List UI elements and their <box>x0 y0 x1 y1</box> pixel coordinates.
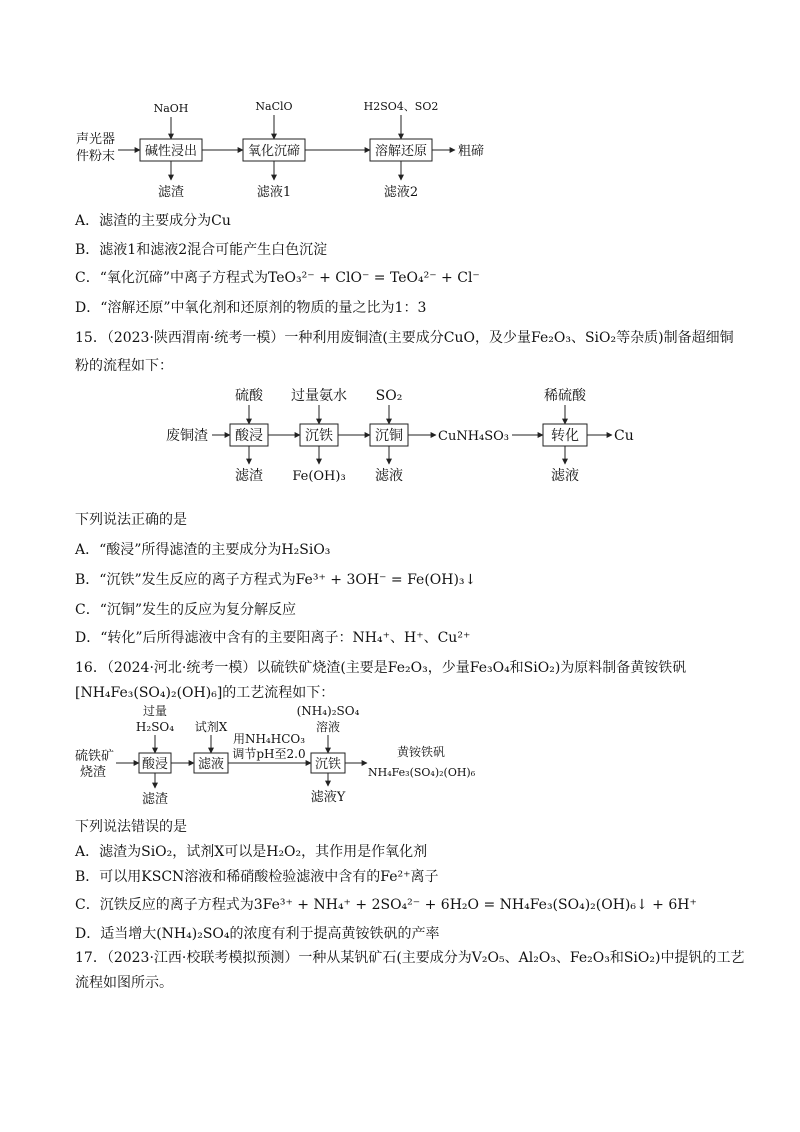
q15-option-a: A．“酸浸”所得滤渣的主要成分为H₂SiO₃ <box>75 542 331 558</box>
q15-mid-product: CuNH₄SO₃ <box>438 429 510 444</box>
q16-output-residue: 滤渣 <box>141 792 169 807</box>
q15-option-b: B．“沉铁”发生反应的离子方程式为Fe³⁺ + 3OH⁻ = Fe(OH)₃↓ <box>75 572 477 588</box>
q16-stem-line1: 16．（2024·河北·统考一模）以硫铁矿烧渣(主要是Fe₂O₃，少量Fe₃O₄和SiO₂)为原料制备黄铵铁矾 <box>75 660 687 676</box>
q15-box2-label: 沉铁 <box>305 428 333 444</box>
q14-reagent-naclo: NaClO <box>255 100 293 113</box>
q16-reagent3-line1: (NH₄)₂SO₄ <box>296 704 360 718</box>
q16-box1-label: 酸浸 <box>141 757 169 772</box>
q14-box2-label: 氧化沉碲 <box>247 144 301 159</box>
q15-box4-label: 转化 <box>551 428 579 444</box>
q15-stem-line1: 15．（2023·陕西渭南·统考一模）一种利用废铜渣(主要成分CuO，及少量Fe₂O₃、SiO₂等杂质)制备超细铜 <box>75 330 734 346</box>
q16-output-filtrate-y: 滤液Y <box>310 790 346 805</box>
q14-start-line1: 声光器 <box>76 132 116 147</box>
q16-step-label-line2: 调节pH至2.0 <box>232 747 306 761</box>
q15-output1: 滤渣 <box>235 468 263 484</box>
q16-product-line1: 黄铵铁矾 <box>397 745 446 759</box>
q15-output4: 滤液 <box>551 468 579 484</box>
q14-box1-label: 碱性浸出 <box>144 144 198 159</box>
q16-question: 下列说法错误的是 <box>75 819 187 835</box>
q14-output-residue: 滤渣 <box>157 185 185 200</box>
q16-flow-diagram <box>0 700 800 830</box>
q14-option-b: B．滤液1和滤液2混合可能产生白色沉淀 <box>75 242 328 258</box>
q16-reagent1-line2: H₂SO₄ <box>135 720 175 734</box>
q14-product: 粗碲 <box>458 144 485 159</box>
q16-reagent3-line2: 溶液 <box>315 720 341 734</box>
q16-start-line1: 硫铁矿 <box>75 749 115 764</box>
q15-flow-diagram <box>0 380 800 500</box>
q16-step-label-line1: 用NH₄HCO₃ <box>232 732 306 746</box>
q17-stem-line1: 17．（2023·江西·校联考模拟预测）一种从某钒矿石(主要成分为V₂O₅、Al₂O₃、Fe₂O₃和SiO₂)中提钒的工艺 <box>75 950 745 966</box>
q15-stem-line2: 粉的流程如下： <box>75 358 173 374</box>
q15-output2: Fe(OH)₃ <box>292 469 346 484</box>
q15-product: Cu <box>614 428 634 444</box>
q14-reagent-h2so4-so2: H2SO4、SO2 <box>363 100 439 113</box>
q16-box3-label: 沉铁 <box>314 757 342 772</box>
q15-question: 下列说法正确的是 <box>75 512 187 528</box>
q14-option-d: D．“溶解还原”中氧化剂和还原剂的物质的量之比为1：3 <box>75 300 427 316</box>
q15-reagent2: 过量氨水 <box>291 388 347 404</box>
q15-option-d: D．“转化”后所得滤液中含有的主要阳离子：NH₄⁺、H⁺、Cu²⁺ <box>75 630 471 646</box>
q17-stem-line2: 流程如图所示。 <box>75 975 173 991</box>
q14-option-c: C．“氧化沉碲”中离子方程式为TeO₃²⁻ + ClO⁻ = TeO₄²⁻ + Cl⁻ <box>75 270 480 286</box>
q16-start-line2: 烧渣 <box>80 765 107 780</box>
q16-product-line2: NH₄Fe₃(SO₄)₂(OH)₆ <box>368 766 476 779</box>
q15-start: 废铜渣 <box>166 428 208 444</box>
q16-reagent2: 试剂X <box>194 720 228 734</box>
q14-reagent-naoh: NaOH <box>153 102 189 115</box>
q15-box3-label: 沉铜 <box>375 428 403 444</box>
q14-output-filtrate2: 滤液2 <box>383 185 419 200</box>
q14-flow-diagram <box>0 0 800 200</box>
q14-start-line2: 件粉末 <box>76 149 116 164</box>
q15-reagent4: 稀硫酸 <box>544 388 586 404</box>
q14-option-a: A．滤渣的主要成分为Cu <box>75 213 231 229</box>
q16-stem-line2: [NH₄Fe₃(SO₄)₂(OH)₆]的工艺流程如下： <box>75 685 335 701</box>
q15-box1-label: 酸浸 <box>235 428 263 444</box>
q15-reagent1: 硫酸 <box>235 388 263 404</box>
q15-output3: 滤液 <box>375 468 403 484</box>
q16-option-c: C．沉铁反应的离子方程式为3Fe³⁺ + NH₄⁺ + 2SO₄²⁻ + 6H₂O = NH₄Fe₃(SO₄)₂(OH)₆↓ + 6H⁺ <box>75 897 697 913</box>
q16-option-b: B．可以用KSCN溶液和稀硝酸检验滤液中含有的Fe²⁺离子 <box>75 869 439 885</box>
q16-option-a: A．滤渣为SiO₂，试剂X可以是H₂O₂，其作用是作氧化剂 <box>75 844 428 860</box>
q14-output-filtrate1: 滤液1 <box>256 185 292 200</box>
q16-reagent1-line1: 过量 <box>142 704 168 718</box>
q14-box3-label: 溶解还原 <box>374 144 428 159</box>
q15-reagent3: SO₂ <box>375 388 403 404</box>
q16-box2-label: 滤液 <box>197 757 225 772</box>
q15-option-c: C．“沉铜”发生的反应为复分解反应 <box>75 602 297 618</box>
q16-option-d: D．适当增大(NH₄)₂SO₄的浓度有利于提高黄铵铁矾的产率 <box>75 926 440 942</box>
